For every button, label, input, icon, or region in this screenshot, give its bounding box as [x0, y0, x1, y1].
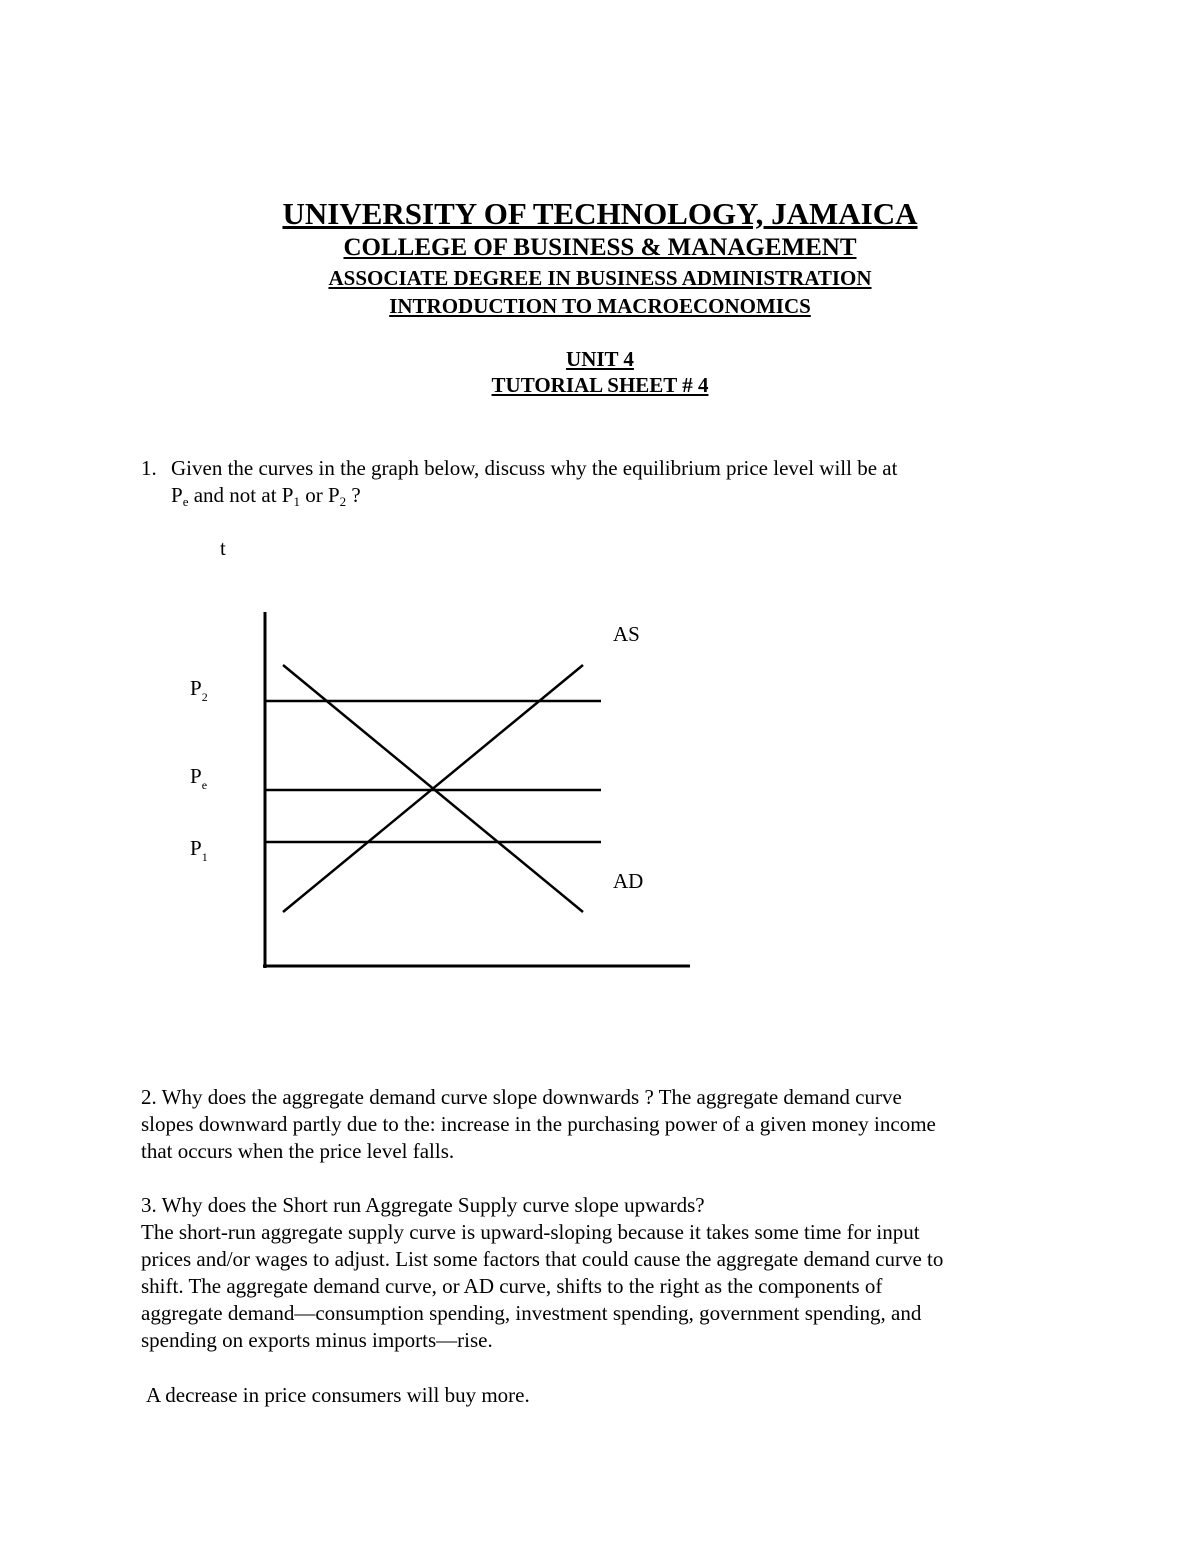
p2-label: $P_2$	[190, 676, 208, 704]
college-title: COLLEGE OF BUSINESS & MANAGEMENT	[343, 234, 857, 261]
university-title: UNIVERSITY OF TECHNOLOGY, JAMAICA	[282, 196, 918, 231]
question-3-line-5: aggregate demand—consumption spending, investment spending, government spending, and	[141, 1301, 922, 1325]
question-3-line-3: prices and/or wages to adjust. List some factors that could cause the aggregate demand curve to	[141, 1247, 944, 1271]
p1-label: $P_1$	[190, 836, 208, 864]
question-1-line-1: Given the curves in the graph below, discuss why the equilibrium price level will be at	[171, 456, 898, 480]
question-2-line-1: 2. Why does the aggregate demand curve slope downwards ? The aggregate demand curve	[141, 1085, 902, 1109]
sheet-title: TUTORIAL SHEET # 4	[491, 373, 709, 397]
pe-label: $P_e$	[190, 764, 208, 792]
question-2-line-3: that occurs when the price level falls.	[141, 1139, 455, 1163]
closing-statement: A decrease in price consumers will buy more.	[146, 1383, 530, 1407]
stray-character: t	[220, 536, 226, 560]
as-label: AS	[613, 622, 640, 646]
question-2-line-2: slopes downward partly due to the: increase in the purchasing power of a given money income	[141, 1112, 936, 1136]
question-3-line-1: 3. Why does the Short run Aggregate Supply curve slope upwards?	[141, 1193, 705, 1217]
course-title: INTRODUCTION TO MACROECONOMICS	[389, 294, 811, 318]
question-3-line-6: spending on exports minus imports—rise.	[141, 1328, 493, 1352]
question-1-line-2: $P_e$ and not at $P_1$ or $P_2$ ?	[171, 483, 361, 509]
question-3-line-4: shift. The aggregate demand curve, or AD curve, shifts to the right as the components of	[141, 1274, 883, 1298]
unit-title: UNIT 4	[566, 347, 634, 371]
degree-title: ASSOCIATE DEGREE IN BUSINESS ADMINISTRATION	[328, 266, 872, 290]
ad-label: AD	[613, 869, 644, 893]
question-3-line-2: The short-run aggregate supply curve is upward-sloping because it takes some time for input	[141, 1220, 920, 1244]
question-1-number: 1.	[141, 456, 157, 480]
